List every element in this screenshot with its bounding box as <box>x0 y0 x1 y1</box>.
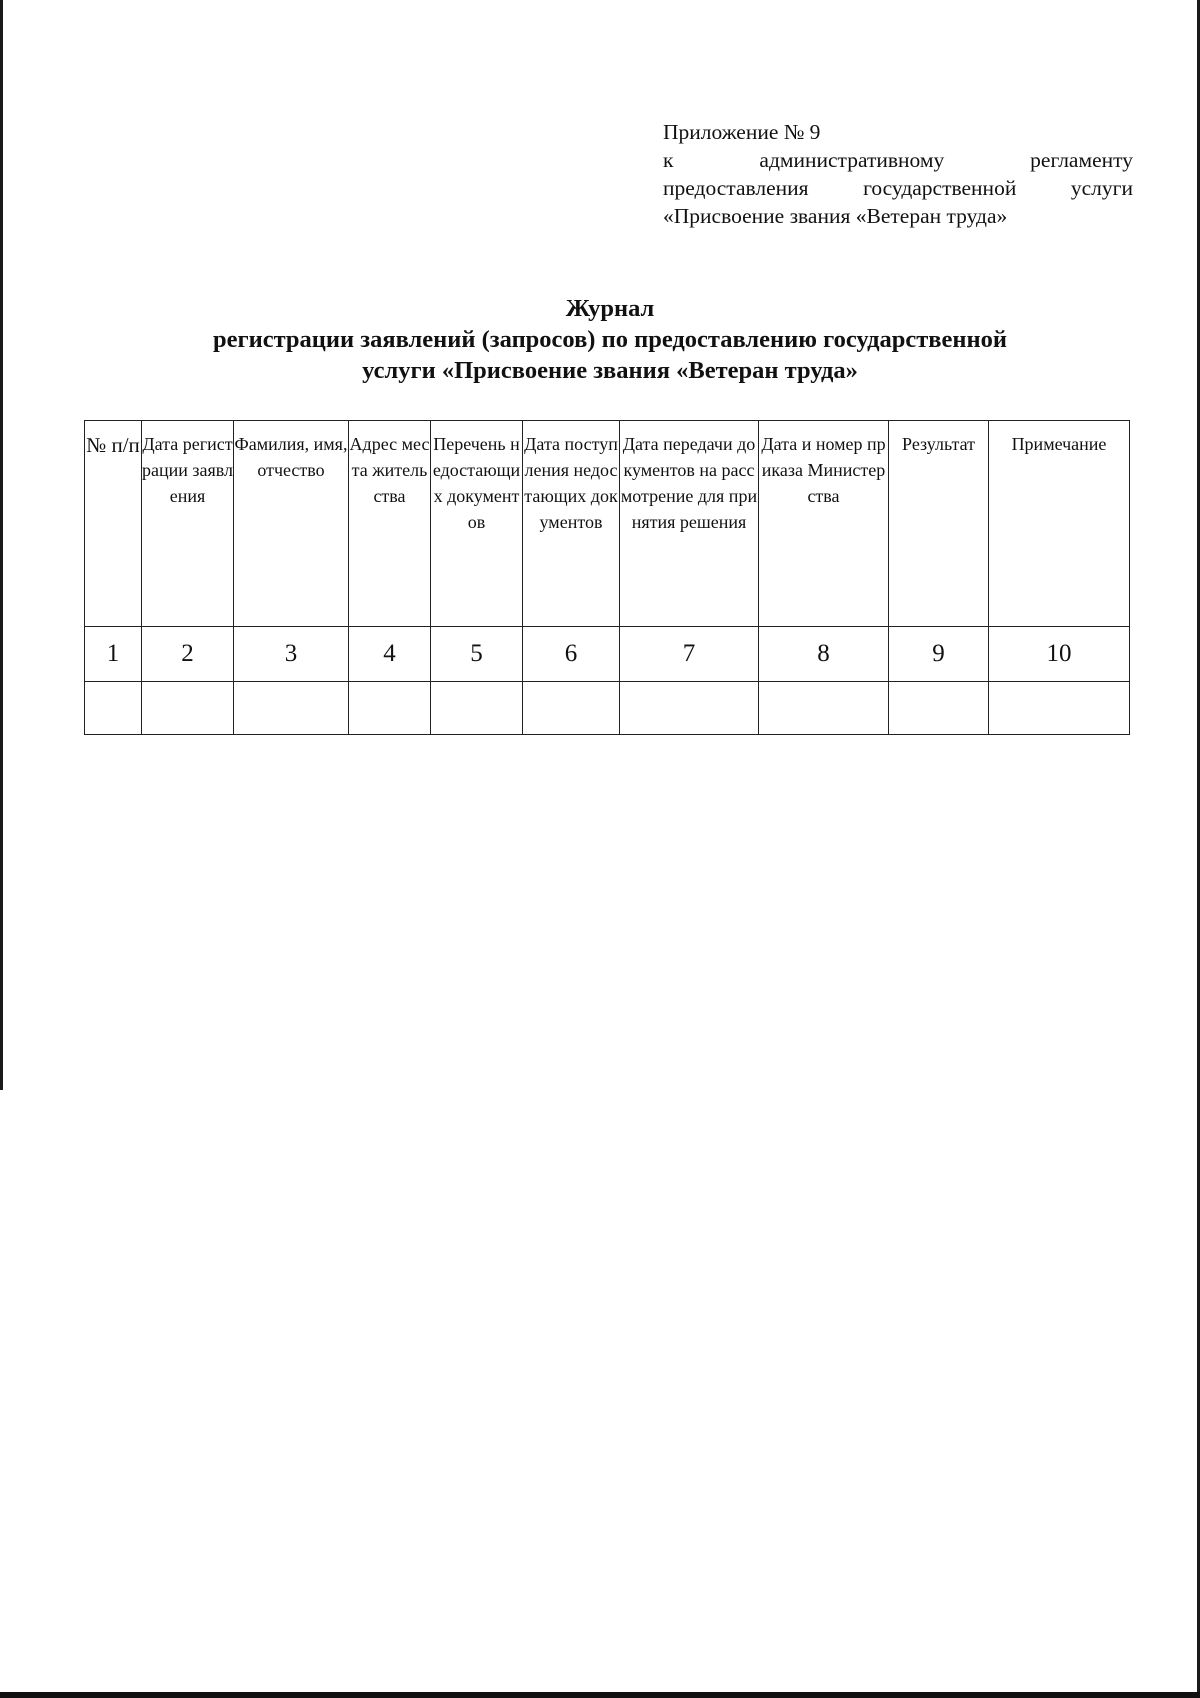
document-title <box>120 293 1100 386</box>
appendix-line-4: «Присвоение звания «Ветеран труда» <box>663 204 1008 228</box>
column-number-cell: 5 <box>431 627 523 682</box>
header-cell-address: Адрес места жительства <box>349 421 431 627</box>
journal-table <box>84 420 1130 735</box>
header-cell-registration-date: Дата регистрации заявления <box>142 421 234 627</box>
title-line-2: регистрации заявлений (запросов) по предоставлению государственной <box>212 326 1007 353</box>
table-cell <box>349 682 431 735</box>
column-number-cell: 1 <box>85 627 142 682</box>
scan-edge-left <box>0 0 3 1090</box>
table-column-numbers-row <box>85 627 1130 682</box>
header-cell-note: Примечание <box>989 421 1130 627</box>
header-cell-full-name: Фамилия, имя, отчество <box>234 421 349 627</box>
table-cell <box>889 682 989 735</box>
header-cell-number: № п/п <box>85 421 142 627</box>
table-cell <box>142 682 234 735</box>
table-cell <box>989 682 1130 735</box>
table-cell <box>85 682 142 735</box>
header-cell-result: Результат <box>889 421 989 627</box>
table-cell <box>523 682 620 735</box>
table-cell <box>759 682 889 735</box>
column-number-cell: 2 <box>142 627 234 682</box>
appendix-line-3: предоставления государственной услуги <box>663 176 1133 200</box>
table-cell <box>234 682 349 735</box>
column-number-cell: 10 <box>989 627 1130 682</box>
header-cell-missing-docs-date: Дата поступления недостающих документов <box>523 421 620 627</box>
appendix-number: Приложение № 9 <box>663 120 821 144</box>
title-line-1: Журнал <box>565 295 655 322</box>
column-number-cell: 3 <box>234 627 349 682</box>
scan-edge-bottom <box>0 1692 1200 1698</box>
header-cell-transfer-date: Дата передачи документов на рассмотрение для принятия решения <box>620 421 759 627</box>
table-header-row <box>85 421 1130 627</box>
appendix-note <box>663 118 1133 230</box>
title-line-3: услуги «Присвоение звания «Ветеран труда» <box>362 357 858 384</box>
table-cell <box>620 682 759 735</box>
table-row <box>85 682 1130 735</box>
column-number-cell: 6 <box>523 627 620 682</box>
column-number-cell: 7 <box>620 627 759 682</box>
header-cell-missing-docs: Перечень недостающих документов <box>431 421 523 627</box>
appendix-line-2: к административному регламенту <box>663 148 1133 172</box>
column-number-cell: 8 <box>759 627 889 682</box>
column-number-cell: 4 <box>349 627 431 682</box>
header-cell-order: Дата и номер приказа Министерства <box>759 421 889 627</box>
column-number-cell: 9 <box>889 627 989 682</box>
table-cell <box>431 682 523 735</box>
